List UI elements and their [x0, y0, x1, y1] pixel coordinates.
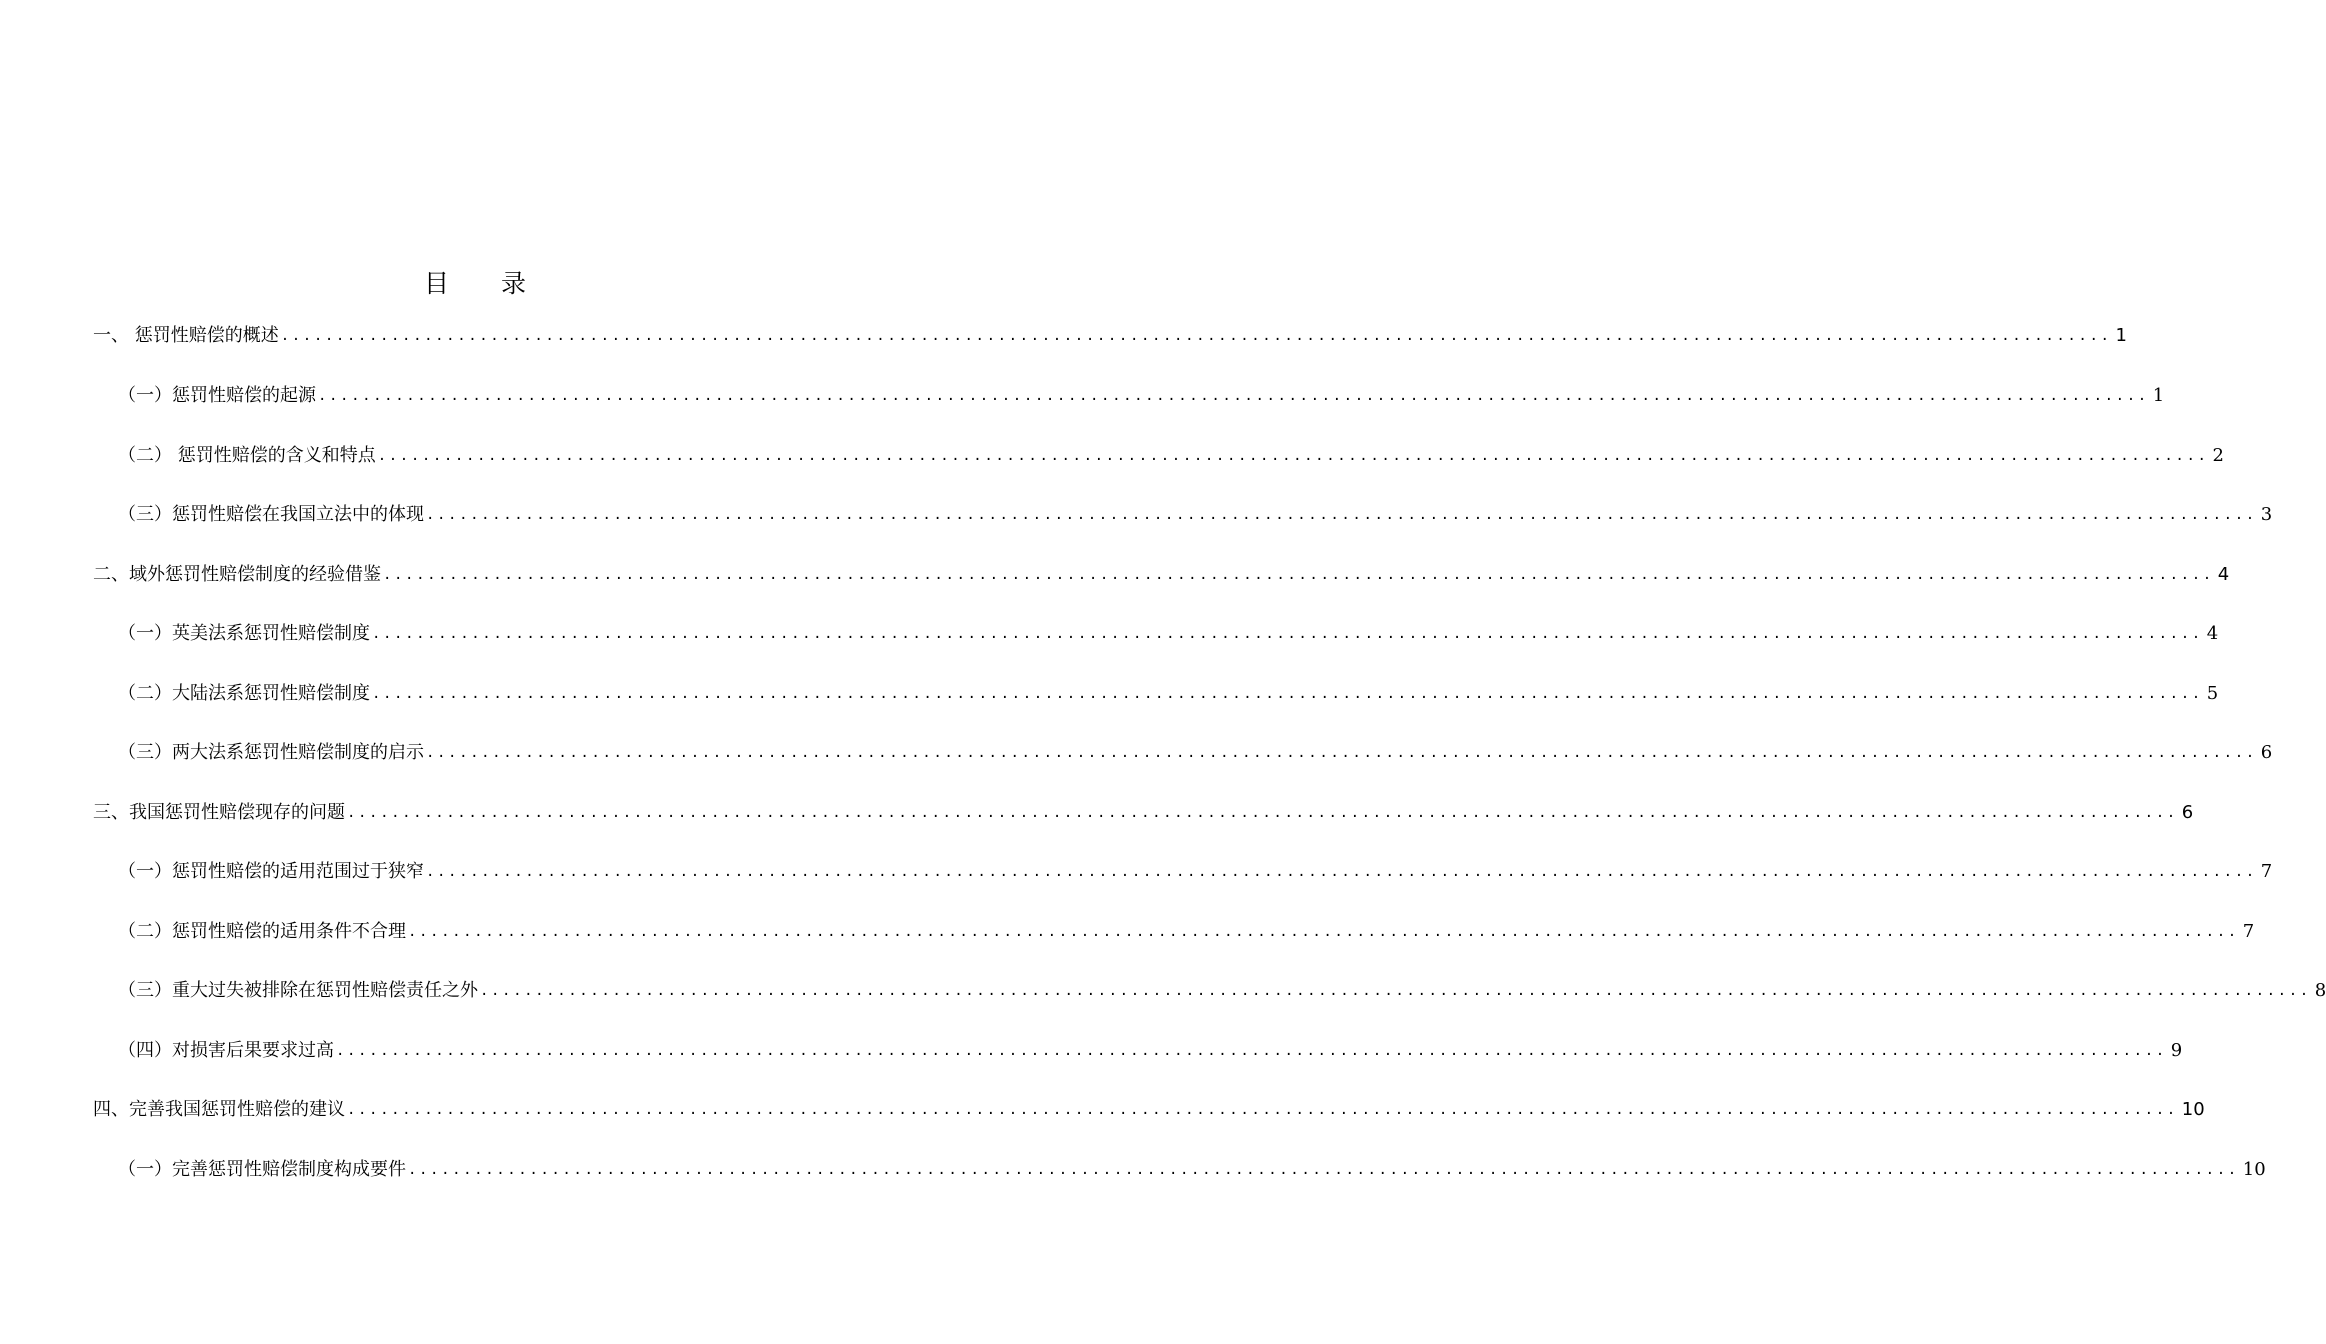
toc-entry[interactable] [93, 1095, 2205, 1123]
toc-entry[interactable] [118, 381, 2165, 409]
toc-entry[interactable] [118, 441, 2224, 469]
toc-entry-page: 10 [2242, 1159, 2266, 1180]
dot-leader: ...................................................................................................................................................................... [347, 805, 2178, 821]
dot-leader: ...................................................................................................................................................................... [383, 567, 2214, 583]
toc-entry-label: 四、完善我国惩罚性赔偿的建议 [93, 1099, 345, 1120]
toc-entry-page: 10 [2181, 1099, 2205, 1120]
dot-leader: ...................................................................................................................................................................... [480, 983, 2311, 999]
toc-entry-page: 4 [2217, 564, 2230, 585]
toc-entry-label: （一）完善惩罚性赔偿制度构成要件 [118, 1159, 406, 1180]
toc-entry-label: （一）英美法系惩罚性赔偿制度 [118, 623, 370, 644]
toc-entry-label: 三、我国惩罚性赔偿现存的问题 [93, 802, 345, 823]
toc-entry-label: （四）对损害后果要求过高 [118, 1040, 334, 1061]
dot-leader: ...................................................................................................................................................................... [377, 448, 2209, 464]
toc-entry[interactable] [118, 857, 2273, 885]
toc-entry-page: 1 [2152, 385, 2165, 406]
toc-entry-label: （三）惩罚性赔偿在我国立法中的体现 [118, 504, 424, 525]
page-title-right: 录 [501, 269, 527, 298]
toc-entry[interactable] [118, 679, 2219, 707]
toc-entry-label: 一、 惩罚性赔偿的概述 [93, 325, 279, 346]
toc-entry-page: 7 [2242, 921, 2255, 942]
toc-entry[interactable] [118, 738, 2273, 766]
toc-entry-page: 7 [2260, 861, 2273, 882]
toc-entry-label: （二）大陆法系惩罚性赔偿制度 [118, 683, 370, 704]
toc-entry[interactable] [118, 976, 2326, 1004]
toc-entry[interactable] [93, 560, 2230, 588]
toc-entry[interactable] [118, 1155, 2266, 1183]
toc-entry-label: （三）重大过失被排除在惩罚性赔偿责任之外 [118, 980, 478, 1001]
dot-leader: ...................................................................................................................................................................... [280, 328, 2112, 344]
toc-entry-page: 1 [2115, 325, 2127, 346]
toc-entry-label: 二、域外惩罚性赔偿制度的经验借鉴 [93, 564, 381, 585]
toc-entry-page: 5 [2206, 683, 2219, 704]
dot-leader: ...................................................................................................................................................................... [426, 507, 2257, 523]
dot-leader: ...................................................................................................................................................................... [408, 1162, 2239, 1178]
toc-entry-label: （一）惩罚性赔偿的适用范围过于狭窄 [118, 861, 424, 882]
toc-entry[interactable] [118, 917, 2255, 945]
toc-entry-label: （三）两大法系惩罚性赔偿制度的启示 [118, 742, 424, 763]
toc-entry-page: 8 [2314, 980, 2326, 1001]
toc-entry-page: 6 [2260, 742, 2273, 763]
toc-entry[interactable] [118, 1036, 2183, 1064]
toc-entry[interactable] [93, 321, 2127, 349]
toc-entry-label: （二） 惩罚性赔偿的含义和特点 [118, 445, 376, 466]
toc-entry-page: 4 [2206, 623, 2219, 644]
dot-leader: ...................................................................................................................................................................... [318, 388, 2149, 404]
dot-leader: ...................................................................................................................................................................... [408, 924, 2239, 940]
dot-leader: ...................................................................................................................................................................... [372, 626, 2203, 642]
toc-entry[interactable] [93, 798, 2194, 826]
dot-leader: ...................................................................................................................................................................... [426, 864, 2257, 880]
dot-leader: ...................................................................................................................................................................... [347, 1102, 2178, 1118]
dot-leader: ...................................................................................................................................................................... [336, 1043, 2167, 1059]
toc-entry-page: 6 [2181, 802, 2194, 823]
toc-entry-page: 3 [2260, 504, 2273, 525]
toc-entry[interactable] [118, 619, 2219, 647]
page-title-left: 目 [423, 269, 449, 298]
toc-entry[interactable] [118, 500, 2273, 528]
toc-entry-label: （二）惩罚性赔偿的适用条件不合理 [118, 921, 406, 942]
dot-leader: ...................................................................................................................................................................... [426, 745, 2257, 761]
toc-entry-page: 2 [2212, 445, 2224, 466]
toc-entry-page: 9 [2170, 1040, 2183, 1061]
dot-leader: ...................................................................................................................................................................... [372, 686, 2203, 702]
toc-entry-label: （一）惩罚性赔偿的起源 [118, 385, 316, 406]
